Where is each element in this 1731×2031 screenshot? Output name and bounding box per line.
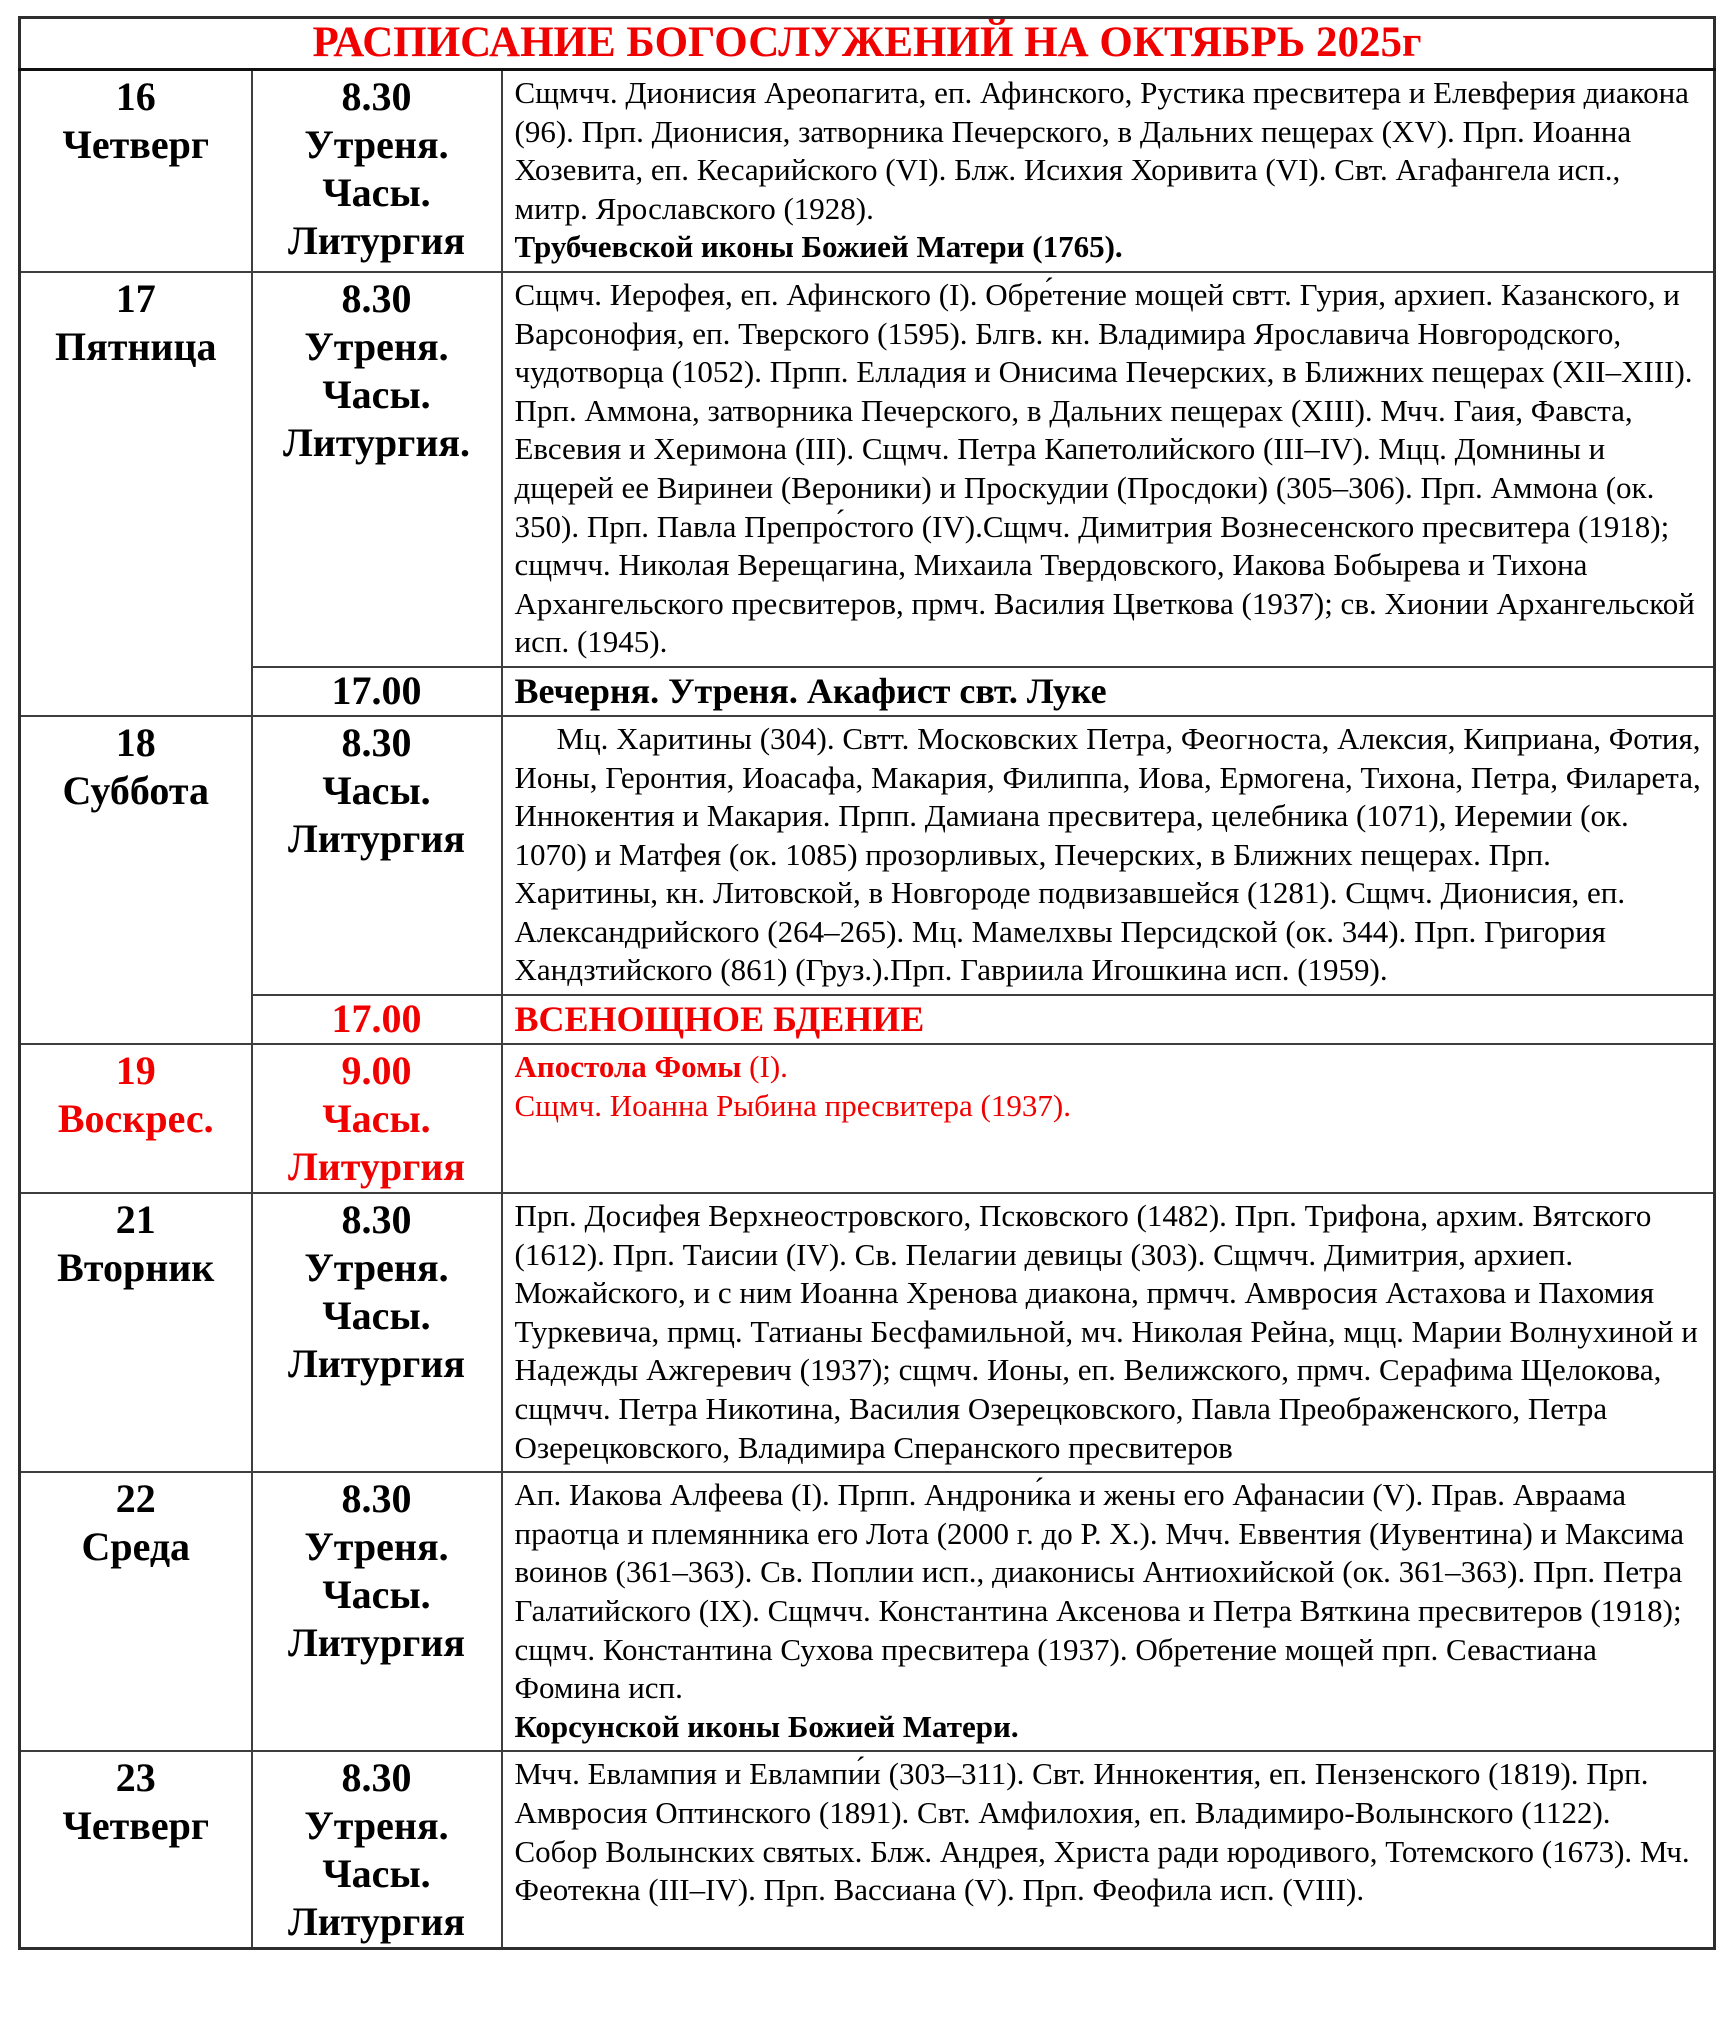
time-line: Литургия xyxy=(287,1341,466,1387)
time-line: Утреня. xyxy=(304,323,449,369)
feast-text-main: Сщмч. Иоанна Рыбина пресвитера (1937). xyxy=(514,1087,1071,1123)
date-weekday: Суббота xyxy=(62,767,209,813)
time-line: Литургия xyxy=(287,1899,466,1945)
description-cell xyxy=(502,995,1715,1044)
time-cell xyxy=(252,1193,502,1472)
feast-text-main: Сщмчч. Дионисия Ареопагита, еп. Афинского, Рустика пресвитера и Елевферия диакона (96). Прп. Дионисия, затворника Печерского, в Дальних пещерах (XV). Прп. Иоанна Хозевита, еп. Кесарийского (VI). Блж. Исихия Хоривита (VI). Свт. Агафангела исп., митр. Ярославского (1928). xyxy=(514,75,1689,226)
time-line: Утреня. xyxy=(304,1524,449,1570)
time-cell xyxy=(252,1472,502,1751)
feast-text-main: Сщмч. Иерофея, еп. Афинского (I). Обре́тение мощей свтт. Гурия, архиеп. Казанского, и Варсонофия, еп. Тверского (1595). Блгв. кн. Владимира Ярославича Новгородского, чудотворца (1052). Прпп. Елладия и Онисима Печерских, в Ближних пещерах (XII–XIII). Прп. Аммона, затворника Печерского, в Дальних пещерах (XIII). Мчч. Гаия, Фавста, Евсевия и Херимона (III). Сщмч. Петра Капетолийского (III–IV). Мцц. Домнины и дщерей ее Виринеи (Вероники) и Проскудии (Просдоки) (305–306). Прп. Аммона (ок. 350). Прп. Павла Препро́стого (IV).Сщмч. Димитрия Вознесенского пресвитера (1918); сщмчч. Николая Верещагина, Михаила Твердовского, Иакова Бобырева и Тихона Архангельского пресвитеров, прмч. Василия Цветкова (1937); св. Хионии Архангельской исп. (1945). xyxy=(514,276,1695,660)
feast-text xyxy=(515,1048,1702,1087)
description-cell xyxy=(502,1751,1715,1949)
time-cell xyxy=(252,1751,502,1949)
time-line: Часы. xyxy=(322,767,431,813)
date-weekday: Среда xyxy=(81,1524,191,1570)
date-day: 18 xyxy=(115,719,156,765)
schedule-table xyxy=(18,16,1716,1950)
time-line: 9.00 xyxy=(341,1048,412,1094)
date-day: 19 xyxy=(115,1048,156,1094)
time-cell xyxy=(252,995,502,1044)
time-cell xyxy=(252,716,502,995)
row-oct-18-vigil xyxy=(20,995,1715,1044)
time-line: Литургия. xyxy=(282,419,471,465)
row-oct-17 xyxy=(20,272,1715,667)
date-weekday: Четверг xyxy=(62,122,210,167)
time-line: 8.30 xyxy=(341,719,412,765)
date-weekday: Пятница xyxy=(54,323,217,369)
time-cell xyxy=(252,272,502,667)
feast-text-main: (I). xyxy=(741,1049,788,1085)
evening-service-label: Вечерня. Утреня. Акафист свт. Луке xyxy=(514,670,1107,711)
time-line: Утреня. xyxy=(304,1245,449,1291)
time-line: Литургия xyxy=(287,815,466,861)
feast-text xyxy=(515,74,1702,228)
date-cell xyxy=(20,1472,252,1751)
time-line: Литургия xyxy=(287,218,466,263)
time-line: 17.00 xyxy=(331,996,422,1042)
time-cell xyxy=(252,1044,502,1193)
time-cell xyxy=(252,70,502,272)
date-day: 21 xyxy=(115,1197,156,1243)
vigil-service-label: ВСЕНОЩНОЕ БДЕНИЕ xyxy=(514,999,925,1040)
feast-text xyxy=(515,1755,1702,1909)
time-line: 17.00 xyxy=(331,667,422,713)
time-line: Часы. xyxy=(322,1851,431,1897)
description-cell xyxy=(502,667,1715,716)
date-weekday: Четверг xyxy=(62,1803,210,1849)
description-cell xyxy=(502,272,1715,667)
row-oct-18 xyxy=(20,716,1715,995)
time-line: 8.30 xyxy=(341,74,412,119)
row-oct-16 xyxy=(20,70,1715,272)
date-day: 23 xyxy=(115,1755,156,1801)
time-line: Часы. xyxy=(322,1293,431,1339)
description-cell xyxy=(502,1193,1715,1472)
row-oct-19 xyxy=(20,1044,1715,1193)
time-line: Утреня. xyxy=(304,122,449,167)
feast-text-main: Ап. Иакова Алфеева (I). Прпп. Андрони́ка и жены его Афанасии (V). Прав. Авраама праотца и племянника его Лота (2000 г. до Р. Х.). Мчч. Еввентия (Иувентина) и Максима воинов (361–363). Св. Поплии исп., диаконисы Антиохийской (ок. 361–363). Прп. Петра Галатийского (IX). Сщмчч. Константина Аксенова и Петра Вяткина пресвитеров (1918); сщмч. Константина Сухова пресвитера (1937). Обретение мощей прп. Севастиана Фомина исп. xyxy=(514,1477,1684,1706)
date-day: 16 xyxy=(115,74,156,119)
date-cell xyxy=(20,1044,252,1193)
row-oct-21 xyxy=(20,1193,1715,1472)
date-day: 17 xyxy=(115,275,156,321)
date-weekday: Вторник xyxy=(57,1245,215,1291)
time-cell xyxy=(252,667,502,716)
time-line: Часы. xyxy=(322,371,431,417)
date-weekday: Воскрес. xyxy=(57,1096,214,1142)
date-cell xyxy=(20,1751,252,1949)
description-cell xyxy=(502,70,1715,272)
time-line: 8.30 xyxy=(341,1197,412,1243)
feast-text-main: Мчч. Евлампия и Евлампи́и (303–311). Свт. Иннокентия, еп. Пензенского (1819). Прп. Амвросия Оптинского (1891). Свт. Амфилохия, еп. Владимиро-Волынского (1122). Собор Волынских святых. Блж. Андрея, Христа ради юродивого, Тотемского (1673). Мч. Феотекна (III–IV). Прп. Вассиана (V). Прп. Феофила исп. (VIII). xyxy=(514,1756,1690,1908)
description-cell xyxy=(502,1044,1715,1193)
date-cell xyxy=(20,1193,252,1472)
feast-text-bold: Апостола Фомы xyxy=(514,1049,742,1085)
description-cell xyxy=(502,716,1715,995)
time-line: Утреня. xyxy=(304,1803,449,1849)
time-line: Часы. xyxy=(322,170,431,215)
feast-text-bold: Трубчевской иконы Божией Матери (1765). xyxy=(514,229,1123,265)
time-line: Часы. xyxy=(322,1096,431,1142)
feast-text-bold: Корсунской иконы Божией Матери. xyxy=(514,1708,1019,1744)
row-oct-17-evening xyxy=(20,667,1715,716)
title-row xyxy=(20,18,1715,70)
page-title: РАСПИСАНИЕ БОГОСЛУЖЕНИЙ НА ОКТЯБРЬ 2025г xyxy=(20,18,1715,70)
feast-text xyxy=(515,1476,1702,1708)
date-cell xyxy=(20,70,252,272)
row-oct-23 xyxy=(20,1751,1715,1949)
feast-text xyxy=(515,1087,1702,1126)
time-line: Часы. xyxy=(322,1572,431,1618)
date-day: 22 xyxy=(115,1476,156,1522)
feast-text xyxy=(515,276,1702,662)
row-oct-22 xyxy=(20,1472,1715,1751)
time-line: 8.30 xyxy=(341,1755,412,1801)
feast-text xyxy=(515,720,1702,990)
date-cell xyxy=(20,272,252,716)
time-line: 8.30 xyxy=(341,275,412,321)
date-cell xyxy=(20,716,252,1044)
time-line: Литургия xyxy=(287,1620,466,1666)
feast-text xyxy=(515,1197,1702,1467)
feast-text-main: Прп. Досифея Верхнеостровского, Псковского (1482). Прп. Трифона, архим. Вятского (1612). Прп. Таисии (IV). Св. Пелагии девицы (303). Сщмчч. Димитрия, архиеп. Можайского, и с ним Иоанна Хренова диакона, прмчч. Амвросия Астахова и Пахомия Туркевича, прмц. Татианы Бесфамильной, мч. Николая Рейна, мцц. Марии Волнухиной и Надежды Ажгеревич (1937); сщмч. Ионы, еп. Велижского, прмч. Серафима Щелокова, сщмчч. Петра Никотина, Василия Озерецковского, Павла Преображенского, Петра Озерецковского, Владимира Сперанского пресвитеров xyxy=(514,1198,1698,1465)
feast-text-main: Мц. Харитины (304). Свтт. Московских Петра, Феогноста, Алексия, Киприана, Фотия, Ионы, Геронтия, Иоасафа, Макария, Филиппа, Иова, Ермогена, Тихона, Петра, Филарета, Иннокентия и Макария. Прпп. Дамиана пресвитера, целебника (1071), Иеремии (ок. 1070) и Матфея (ок. 1085) прозорливых, Печерских, в Ближних пещерах. Прп. Харитины, кн. Литовской, в Новгороде подвизавшейся (1281). Сщмч. Дионисия, еп. Александрийского (264–265). Мц. Мамелхвы Персидской (ок. 344). Прп. Григория Хандзтийского (861) (Груз.).Прп. Гавриила Игошкина исп. (1959). xyxy=(514,720,1701,988)
time-line: 8.30 xyxy=(341,1476,412,1522)
time-line: Литургия xyxy=(287,1144,466,1190)
description-cell xyxy=(502,1472,1715,1751)
